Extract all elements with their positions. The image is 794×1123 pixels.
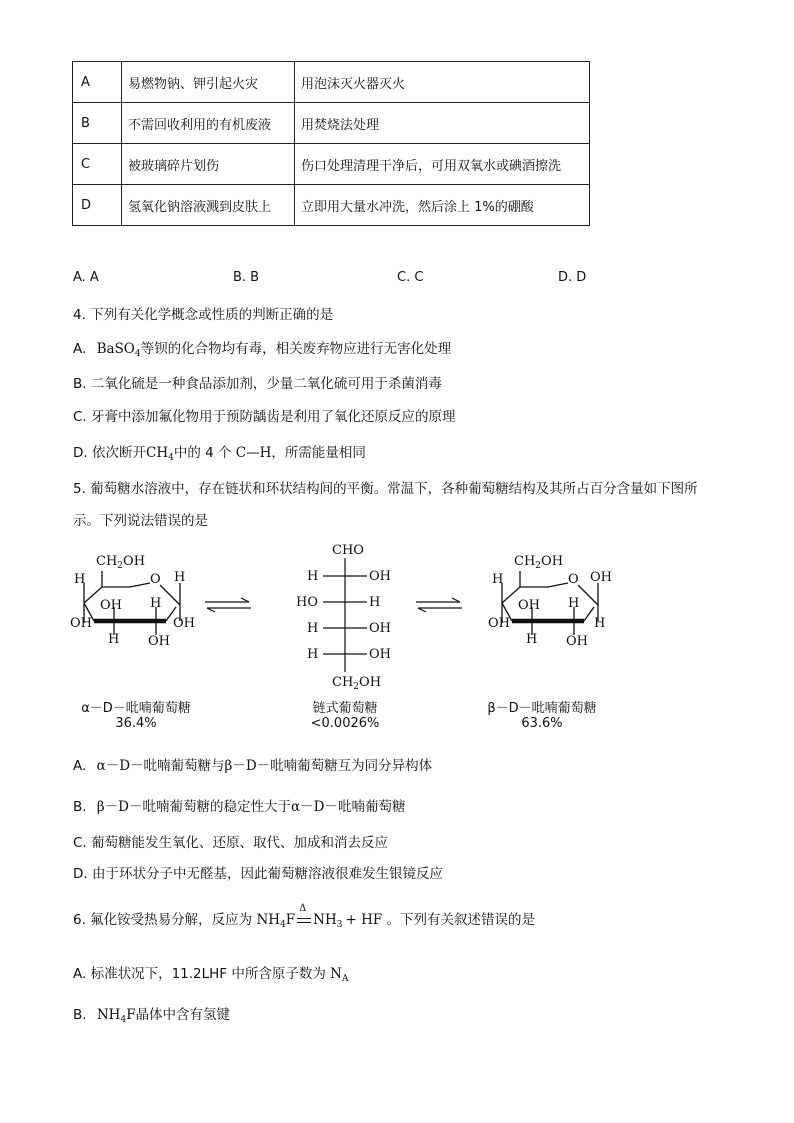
option-text: 中的 4 个 <box>173 445 232 461</box>
table-row <box>73 103 590 144</box>
beta-glucose-name: β－D－吡喃葡萄糖 <box>487 701 597 716</box>
h-label: H <box>74 572 86 587</box>
formula-text: CH <box>145 445 169 461</box>
row-letter: C <box>73 144 122 185</box>
row-situation: 易燃物钠、钾引起火灾 <box>122 62 295 103</box>
h-label: H <box>594 616 606 631</box>
q4-option-d <box>73 441 366 463</box>
formula-sub: A <box>341 974 349 984</box>
equilibrium-arrow <box>414 597 464 613</box>
bond-formula: C—H <box>235 445 272 461</box>
ring-oxygen-label: O <box>568 572 579 587</box>
q3-choice-a: A. A <box>73 270 99 285</box>
oh-label: OH <box>100 598 122 613</box>
formula-sub: 4 <box>168 453 174 463</box>
formula-text: F <box>126 1007 136 1023</box>
isomer-prefix: β－D－ <box>96 799 143 815</box>
oh-label: OH <box>148 634 170 649</box>
row-handling: 立即用大量水冲洗，然后涂上 1%的硼酸 <box>295 185 590 226</box>
row-letter: B <box>73 103 122 144</box>
oh-label: OH <box>369 569 391 584</box>
formula-text: NH <box>256 912 281 928</box>
cho-label: CHO <box>332 543 364 558</box>
row-handling: 伤口处理清理干净后，可用双氧水或碘酒擦洗 <box>295 144 590 185</box>
beta-glucose-structure <box>488 545 618 655</box>
row-letter: A <box>73 62 122 103</box>
h-label: H <box>568 596 580 611</box>
option-prefix: B. <box>73 1007 87 1023</box>
option-prefix: A. <box>73 758 87 774</box>
q5-stem-line2: 示。下列说法错误的是 <box>73 513 208 529</box>
oh-label: OH <box>518 598 540 613</box>
chain-glucose-percent: <0.0026% <box>310 716 380 731</box>
stem-text: 6. 氟化铵受热易分解，反应为 <box>73 912 253 928</box>
reaction-equation <box>256 903 383 930</box>
stem-text: 。下列有关叙述错误的是 <box>386 912 536 928</box>
table-row <box>73 185 590 226</box>
ring-oxygen-label: O <box>150 572 161 587</box>
beta-glucose-percent: 63.6% <box>521 716 563 731</box>
option-prefix: B. <box>73 799 87 815</box>
row-situation: 氢氧化钠溶液溅到皮肤上 <box>122 185 295 226</box>
chain-glucose-name: 链式葡萄糖 <box>312 701 378 716</box>
formula-text: + HF <box>345 912 383 928</box>
equals-sign <box>297 918 311 923</box>
option-prefix: A. <box>73 341 87 357</box>
chain-glucose-structure <box>290 538 400 693</box>
q6-stem <box>73 903 536 930</box>
heat-symbol: Δ <box>299 903 307 914</box>
ch2oh-label: $CH_2OH$ <box>332 675 382 692</box>
row-situation: 不需回收利用的有机废液 <box>122 103 295 144</box>
oh-label: OH <box>70 616 92 631</box>
isomer-prefix: α－D－ <box>291 799 338 815</box>
q5-option-d: D. 由于环状分子中无醛基，因此葡萄糖溶液很难发生银镜反应 <box>73 866 443 882</box>
isomer-prefix: α－D－ <box>96 758 144 774</box>
q5-option-c: C. 葡萄糖能发生氧化、还原、取代、加成和消去反应 <box>73 835 389 851</box>
formula-text: NH <box>313 912 337 928</box>
q4-stem: 4. 下列有关化学概念或性质的判断正确的是 <box>73 307 334 323</box>
options-table <box>72 61 590 226</box>
h-label: H <box>307 647 319 662</box>
oh-label: OH <box>173 616 195 631</box>
option-text: 吡喃葡萄糖与 <box>143 758 225 774</box>
q4-option-b: B. 二氧化硫是一种食品添加剂，少量二氧化硫可用于杀菌消毒 <box>73 376 442 392</box>
row-letter: D <box>73 185 122 226</box>
ch2oh-label: $CH_2OH$ <box>514 554 564 571</box>
h-label: H <box>174 570 186 585</box>
oh-label: OH <box>488 616 510 631</box>
alpha-glucose-percent: 36.4% <box>115 716 157 731</box>
oh-label: OH <box>369 621 391 636</box>
option-text: 吡喃葡萄糖互为同分异构体 <box>270 758 433 774</box>
formula-text: F <box>285 912 296 928</box>
ho-label: HO <box>296 595 318 610</box>
formula-sub: 3 <box>336 920 343 930</box>
option-text: 吡喃葡萄糖 <box>337 799 406 815</box>
formula-text: N <box>330 966 342 982</box>
formula-text: BaSO <box>96 341 135 357</box>
formula-sub: 4 <box>134 349 141 359</box>
h-label: H <box>150 596 162 611</box>
alpha-glucose-name: α－D－吡喃葡萄糖 <box>81 701 191 716</box>
q4-option-c: C. 牙膏中添加氟化物用于预防龋齿是利用了氧化还原反应的原理 <box>73 409 456 425</box>
alpha-glucose-structure <box>70 545 200 655</box>
formula <box>146 445 174 461</box>
q5-stem-line1: 5. 葡萄糖水溶液中，存在链状和环状结构间的平衡。常温下，各种葡萄糖结构及其所占百分含量如下图所 <box>73 481 698 497</box>
oh-label: OH <box>369 647 391 662</box>
heat-arrow <box>297 903 311 928</box>
row-situation: 被玻璃碎片划伤 <box>122 144 295 185</box>
option-text: 等钡的化合物均有毒，相关废弃物应进行无害化处理 <box>140 341 452 357</box>
option-text: 吡喃葡萄糖的稳定性大于 <box>142 799 291 815</box>
q3-choice-b: B. B <box>233 270 260 285</box>
h-label: H <box>526 632 538 647</box>
q3-choice-c: C. C <box>397 270 424 285</box>
h-label: H <box>307 569 319 584</box>
table-row <box>73 144 590 185</box>
q5-option-b <box>73 795 405 815</box>
h-label: H <box>307 621 319 636</box>
isomer-prefix: β－D－ <box>224 758 271 774</box>
option-text: A. 标准状况下，11.2LHF 中所含原子数为 <box>73 966 326 982</box>
table-row <box>73 62 590 103</box>
equilibrium-arrow <box>203 597 253 613</box>
formula <box>97 341 141 357</box>
formula-text: NH <box>96 1007 121 1023</box>
formula <box>330 966 348 982</box>
option-prefix: D. 依次断开 <box>73 445 146 461</box>
q6-option-b <box>73 1003 230 1025</box>
oh-label: OH <box>566 634 588 649</box>
q5-option-a <box>73 754 432 774</box>
formula <box>97 1007 136 1023</box>
h-label: H <box>492 572 504 587</box>
row-handling: 用焚烧法处理 <box>295 103 590 144</box>
oh-label: OH <box>590 570 612 585</box>
h-label: H <box>369 595 381 610</box>
h-label: H <box>108 632 120 647</box>
q3-choice-d: D. D <box>558 270 587 285</box>
row-handling: 用泡沫灭火器灭火 <box>295 62 590 103</box>
q6-option-a <box>73 962 348 984</box>
option-text: ，所需能量相同 <box>271 445 366 461</box>
formula-sub: 4 <box>120 1015 127 1025</box>
q4-option-a <box>73 337 451 359</box>
formula-sub: 4 <box>280 920 286 930</box>
ch2oh-label: $CH_2OH$ <box>96 554 146 571</box>
option-text: 晶体中含有氢键 <box>135 1007 231 1023</box>
